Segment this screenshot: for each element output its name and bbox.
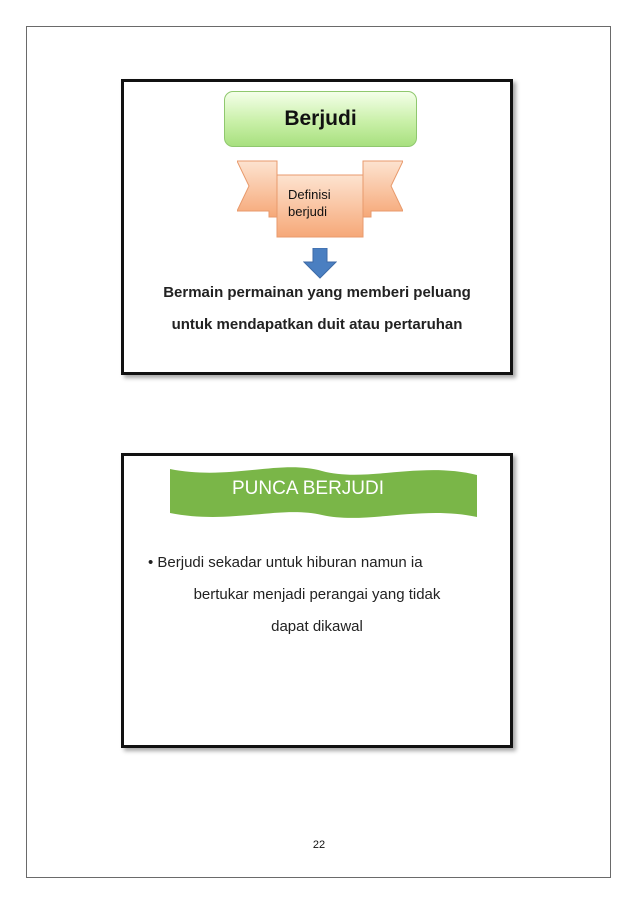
definition-line-2: untuk mendapatkan duit atau pertaruhan: [171, 316, 463, 333]
bullet-line-3: dapat dikawal: [271, 618, 363, 635]
slide-definition: [121, 79, 513, 375]
slide-title: Berjudi: [284, 107, 357, 130]
ribbon-label: [288, 186, 352, 220]
slide-causes: [121, 453, 513, 748]
bullet-line-1: • Berjudi sekadar untuk hiburan namun ia: [148, 554, 423, 571]
banner-title: PUNCA BERJUDI: [231, 478, 385, 499]
down-arrow-icon: [303, 248, 337, 279]
ribbon-label-line1: Definisi: [288, 187, 331, 202]
bullet-line-2: bertukar menjadi perangai yang tidak: [193, 586, 441, 603]
slide-title-box: [224, 91, 417, 147]
ribbon-label-line2: berjudi: [288, 204, 328, 219]
definition-line-1: Bermain permainan yang memberi peluang: [163, 284, 471, 301]
page-number: 22: [312, 839, 326, 851]
